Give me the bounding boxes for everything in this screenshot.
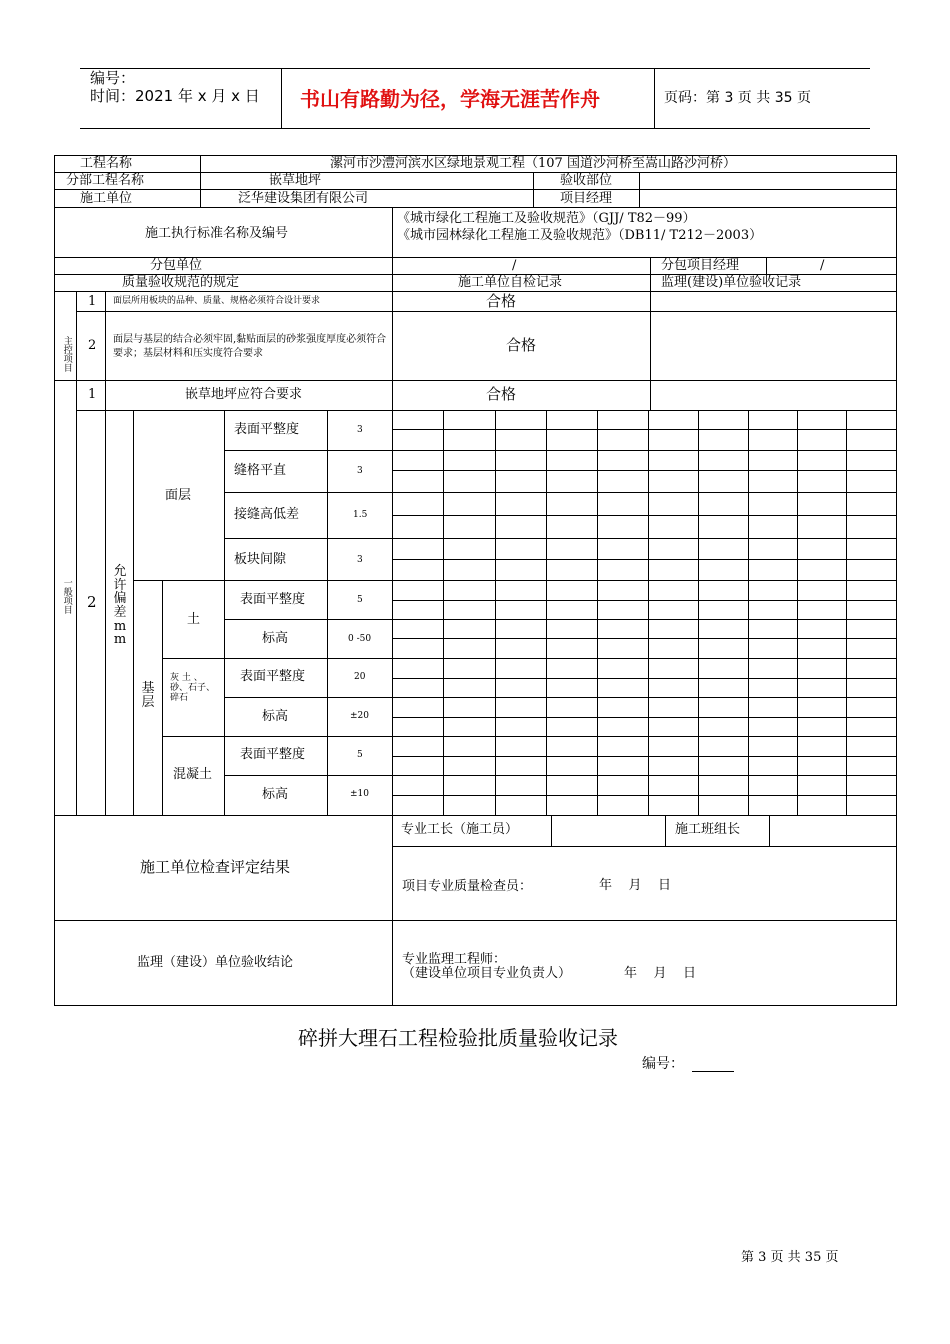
soil-label: 土 (187, 612, 201, 627)
spec-header: 质量验收规范的规定 (122, 275, 240, 290)
next-form-code-label: 编号： (642, 1056, 684, 1072)
supervisor-header: 监理(建设)单位验收记录 (661, 275, 802, 290)
general-item-text: 嵌草地坪应符合要求 (185, 387, 303, 402)
deviation-name: 表面平整度 (234, 422, 300, 437)
header-code-label: 编号： (90, 69, 136, 87)
deviation-name: 缝格平直 (234, 463, 287, 478)
check-result-label: 施工单位检查评定结果 (140, 858, 291, 876)
footer-page-number: 第 3 页 共 35 页 (741, 1250, 839, 1265)
header-top-rule (80, 68, 870, 69)
deviation-value: 3 (357, 555, 363, 565)
deviation-value: 5 (357, 750, 363, 760)
code-blank-line (692, 1071, 734, 1072)
owner-rep-label: （建设单位项目专业负责人） (402, 966, 572, 981)
standard-label: 施工执行标准名称及编号 (145, 226, 289, 241)
sub-project-value: 嵌草地坪 (269, 173, 322, 188)
project-name-value: 漯河市沙澧河滨水区绿地景观工程（107 国道沙河桥至嵩山路沙河桥） (330, 156, 736, 171)
concrete-label: 混凝土 (173, 767, 213, 782)
quality-inspector-label: 项目专业质量检查员： (402, 879, 533, 894)
deviation-value: 20 (354, 672, 366, 682)
deviation-value: 0 -50 (348, 634, 372, 644)
main-item-text: 面层与基层的结合必须牢固,黏贴面层的砂浆强度厚度必须符合要求；基层材料和压实度符合要求 (113, 334, 387, 359)
builder-value: 泛华建设集团有限公司 (238, 191, 369, 206)
standard-2: 《城市园林绿化工程施工及验收规范》（DB11/ T212－2003） (397, 228, 763, 243)
base-layer-label: 基 层 (141, 681, 155, 710)
deviation-name: 接缝高低差 (234, 507, 300, 522)
sub-manager-value: / (820, 258, 825, 273)
main-item-result: 合格 (486, 292, 517, 310)
general-label: 一般项目 (61, 578, 72, 614)
deviation-value: ±10 (350, 789, 369, 799)
general-item-no: 2 (87, 593, 97, 611)
subcontractor-value: / (512, 258, 517, 273)
lime-gravel-label: 灰 土 、砂、石子、碎石 (170, 673, 216, 703)
supervision-conclusion-label: 监理（建设）单位验收结论 (137, 955, 294, 970)
sub-project-label: 分部工程名称 (66, 173, 145, 188)
deviation-value: 3 (357, 466, 363, 476)
manager-label: 项目经理 (560, 191, 613, 206)
table-border (54, 1005, 897, 1006)
foreman-label: 专业工长（施工员） (401, 822, 519, 837)
supervision-date: 年 月 日 (624, 966, 697, 981)
deviation-value: 5 (357, 595, 363, 605)
header-divider (281, 68, 282, 128)
standard-1: 《城市绿化工程施工及验收规范》（GJJ/ T82－99） (397, 211, 696, 226)
main-item-result: 合格 (506, 336, 537, 354)
deviation-name: 标高 (262, 631, 289, 646)
header-motto: 书山有路勤为径，学海无涯苦作舟 (300, 87, 600, 111)
deviation-name: 表面平整度 (240, 592, 306, 607)
header-bottom-rule (80, 128, 870, 129)
next-form-title: 碎拼大理石工程检验批质量验收记录 (298, 1026, 618, 1050)
supervisor-engineer-label: 专业监理工程师： (402, 952, 507, 967)
builder-label: 施工单位 (80, 191, 133, 206)
main-item-no: 1 (88, 294, 97, 309)
deviation-name: 表面平整度 (240, 747, 306, 762)
header-page-info: 页码：第 3 页 共 35 页 (664, 90, 811, 106)
self-check-header: 施工单位自检记录 (458, 275, 563, 290)
deviation-value: ±20 (350, 711, 369, 721)
deviation-name: 标高 (262, 787, 289, 802)
general-item-result: 合格 (486, 385, 517, 403)
deviation-name: 板块间隙 (234, 552, 287, 567)
deviation-value: 1.5 (353, 510, 368, 520)
allowed-deviation-label: 允 许 偏 差 m m (113, 564, 127, 648)
project-name-label: 工程名称 (80, 156, 133, 171)
inspection-part-label: 验收部位 (560, 173, 613, 188)
surface-layer-label: 面层 (165, 488, 192, 503)
check-date: 年 月 日 (599, 878, 672, 893)
header-date: 时间：2021 年 x 月 x 日 (90, 87, 260, 105)
deviation-value: 3 (357, 425, 363, 435)
header-divider (654, 68, 655, 128)
main-item-no: 2 (88, 338, 97, 353)
deviation-name: 表面平整度 (240, 669, 306, 684)
main-item-text: 面层所用板块的品种、质量、规格必须符合设计要求 (113, 296, 321, 306)
subcontractor-label: 分包单位 (150, 258, 203, 273)
sub-manager-label: 分包项目经理 (661, 258, 740, 273)
deviation-name: 标高 (262, 709, 289, 724)
main-control-label: 主控项目 (61, 336, 72, 372)
team-leader-label: 施工班组长 (675, 822, 741, 837)
table-border (54, 155, 55, 1006)
general-item-no: 1 (88, 387, 97, 402)
